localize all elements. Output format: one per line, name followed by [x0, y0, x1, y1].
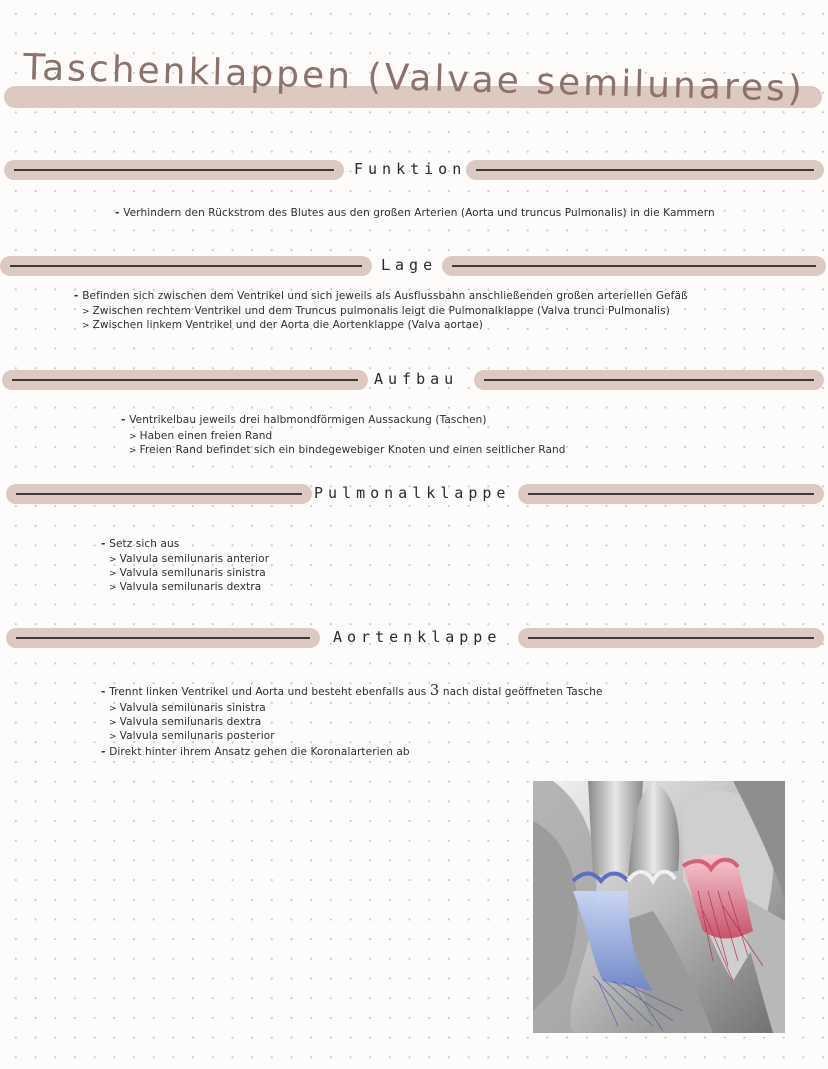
page-title: Taschenklappen (Valvae semilunares)	[22, 47, 806, 110]
section-heading-aortenklappe: Aortenklappe	[333, 628, 502, 646]
aorten-sub-item: > Valvula semilunaris sinistra	[109, 702, 266, 714]
section-heading-lage: Lage	[381, 256, 438, 274]
funktion-text: - Verhindern den Rückstrom des Blutes aus den großen Arterien (Aorta und truncus Pulmonalis) in die Kammern	[115, 207, 715, 219]
pulmonal-sub-item: > Valvula semilunaris sinistra	[109, 567, 266, 579]
aufbau-sub-item: > Freien Rand befindet sich ein bindegewebiger Knoten und einen seitlicher Rand	[129, 444, 566, 456]
aufbau-text: - Ventrikelbau jeweils drei halbmondförmigen Aussackung (Taschen)	[121, 414, 487, 426]
section-heading-aufbau: Aufbau	[374, 370, 459, 388]
section-band-left	[4, 160, 344, 180]
heart-valves-drawing	[533, 781, 785, 1033]
aorten-sub-item: > Valvula semilunaris posterior	[109, 730, 275, 742]
section-band-left	[6, 484, 312, 504]
aorten-text-after: nach distal geöffneten Tasche	[442, 686, 603, 698]
lage-text: - Befinden sich zwischen dem Ventrikel und sich jeweils als Ausflussbahn anschließenden großen arteriellen Gefäß	[74, 290, 688, 302]
section-band-left	[2, 370, 368, 390]
aorten-text-before: Trennt linken Ventrikel und Aorta und besteht ebenfalls aus	[109, 686, 427, 698]
pulmonal-sub-item: > Valvula semilunaris dextra	[109, 581, 261, 593]
section-band-right	[442, 256, 826, 276]
pulmonal-sub-item: > Valvula semilunaris anterior	[109, 553, 269, 565]
section-band-right	[466, 160, 824, 180]
heart-illustration	[533, 781, 785, 1033]
section-heading-pulmonalklappe: Pulmonalklappe	[314, 484, 511, 502]
section-band-left	[6, 628, 320, 648]
aufbau-sub-item: > Haben einen freien Rand	[129, 430, 272, 442]
aorten-text	[101, 681, 603, 699]
pulmonal-text: - Setz sich aus	[101, 538, 179, 550]
aorten-text-number: 3	[429, 681, 440, 699]
section-band-left	[0, 256, 372, 276]
section-band-right	[474, 370, 824, 390]
lage-sub-item: > Zwischen rechtem Ventrikel und dem Truncus pulmonalis leigt die Pulmonalklappe (Valva trunci Pulmonalis)	[82, 305, 670, 317]
aorten-sub-item: > Valvula semilunaris dextra	[109, 716, 261, 728]
section-band-right	[518, 484, 824, 504]
section-band-right	[518, 628, 824, 648]
section-heading-funktion: Funktion	[354, 160, 467, 178]
aorten-last-text: - Direkt hinter ihrem Ansatz gehen die Koronalarterien ab	[101, 746, 410, 758]
lage-sub-item: > Zwischen linkem Ventrikel und der Aorta die Aortenklappe (Valva aortae)	[82, 319, 483, 331]
